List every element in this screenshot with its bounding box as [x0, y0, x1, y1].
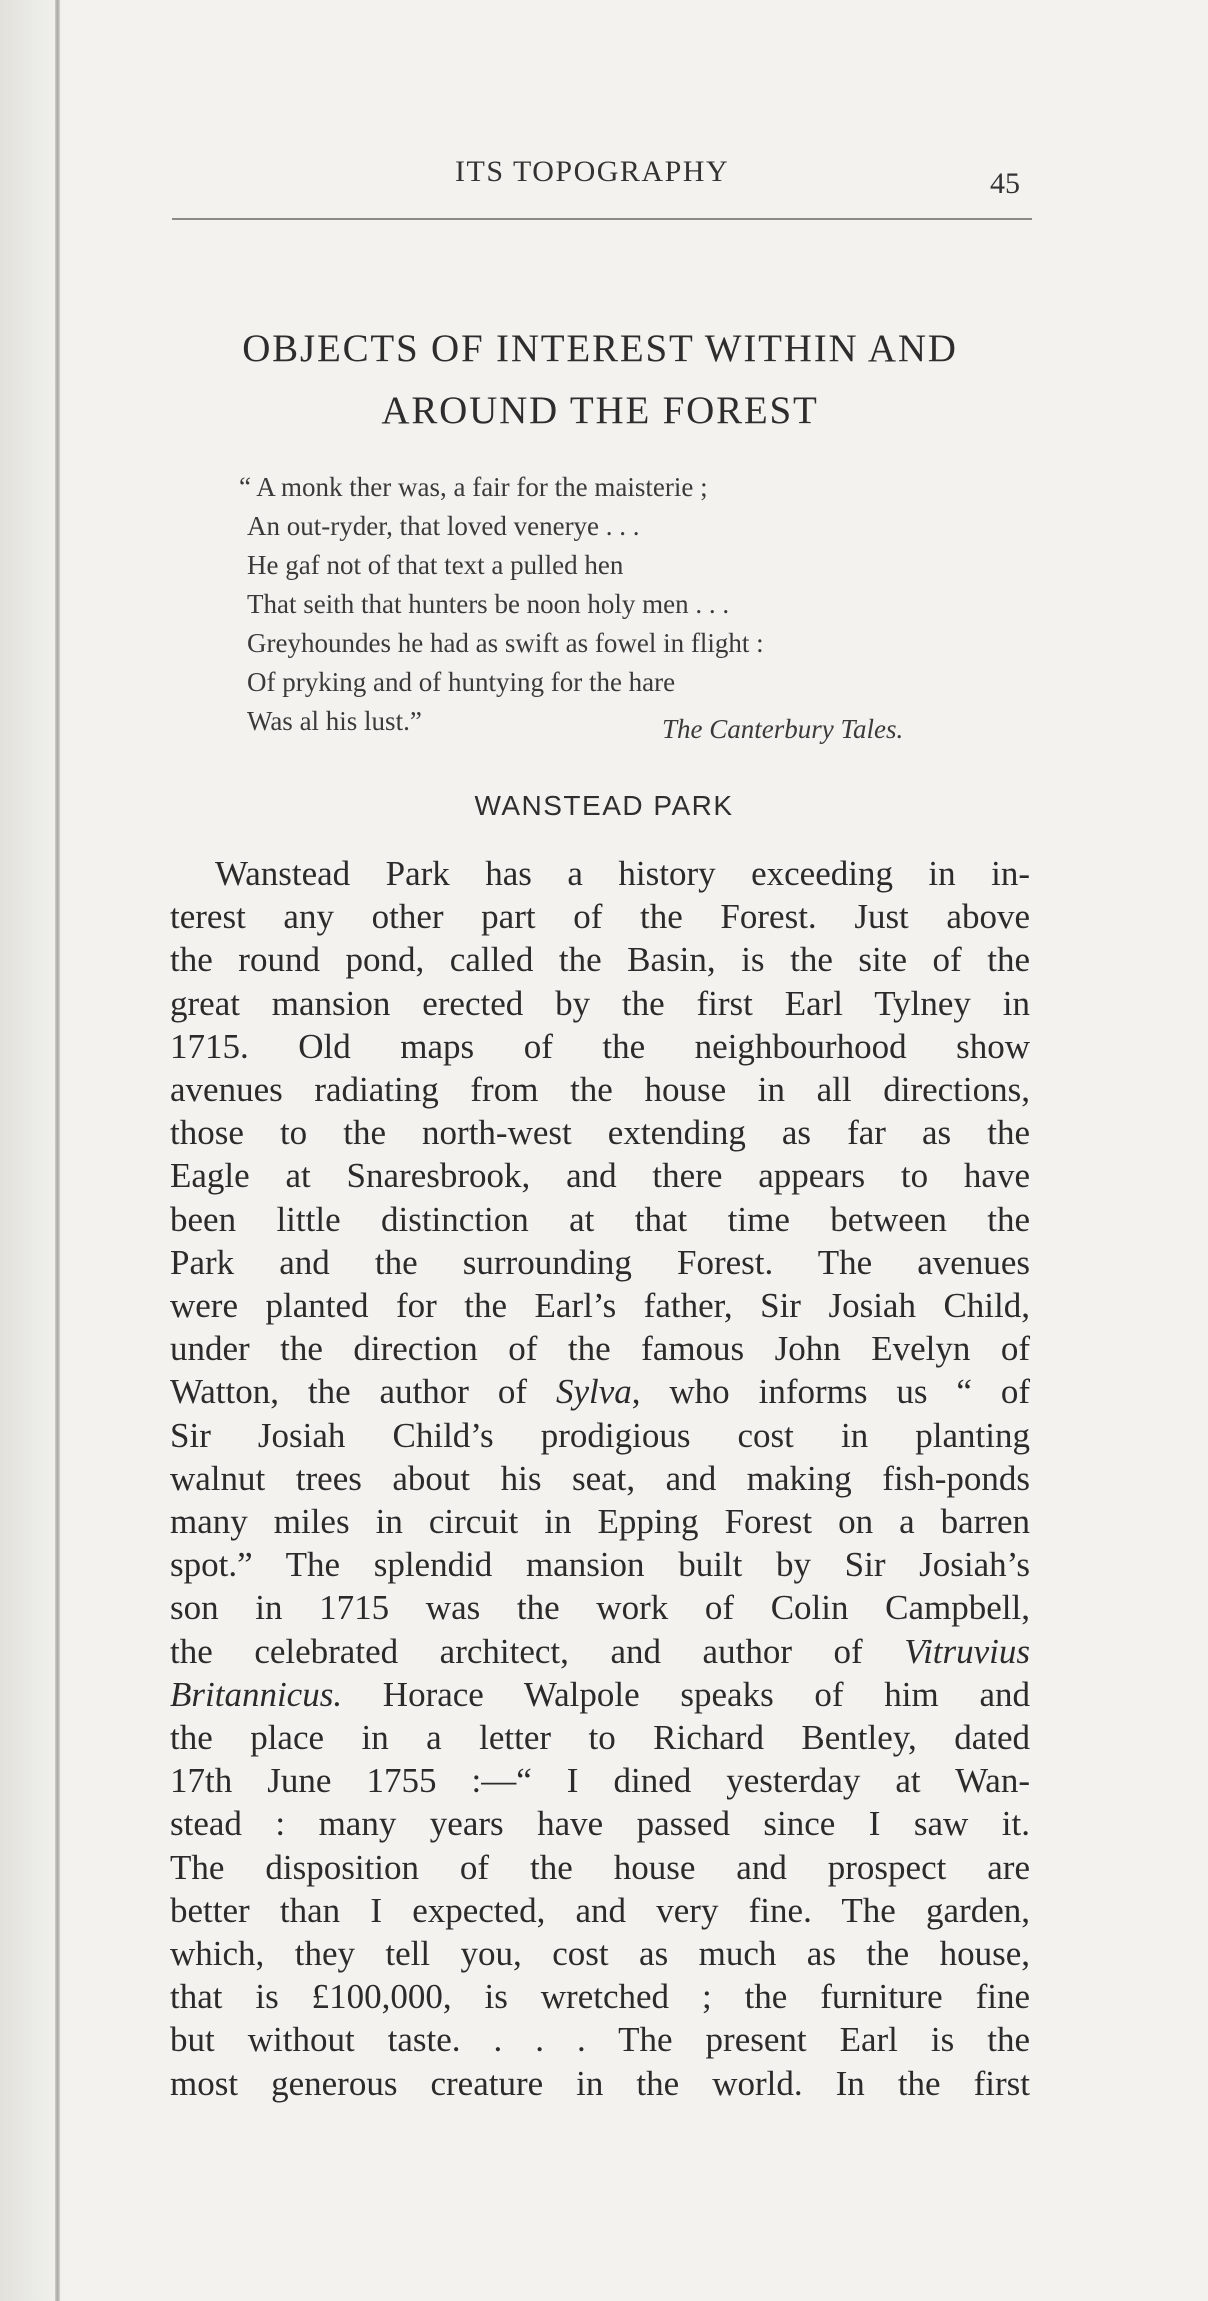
epigraph-line: Was al his lust.” — [247, 706, 422, 736]
running-title: ITS TOPOGRAPHY — [455, 155, 730, 188]
book-title-vitruvius: Vitruvius — [904, 1631, 1031, 1671]
body-line: most generous creature in the world. In the first — [170, 2063, 1030, 2103]
body-line: the place in a letter to Richard Bentley, dated — [170, 1718, 1030, 1758]
subsection-title: WANSTEAD PARK — [474, 790, 734, 821]
body-line: spot.” The splendid mansion built by Sir Josiah’s — [170, 1545, 1030, 1585]
body-line: the round pond, called the Basin, is the site of the — [170, 940, 1030, 980]
epigraph-source: The Canterbury Tales. — [662, 714, 904, 744]
epigraph-line: That seith that hunters be noon holy men . . . — [247, 589, 730, 619]
body-paragraph — [170, 852, 1030, 2105]
body-line: those to the north-west extending as far as the — [170, 1113, 1030, 1153]
epigraph-line: “ A monk ther was, a fair for the maisterie ; — [239, 472, 708, 502]
epigraph-last-row — [247, 702, 1037, 744]
body-line: great mansion erected by the first Earl Tylney in — [170, 983, 1030, 1023]
body-line: under the direction of the famous John Evelyn of — [170, 1329, 1030, 1369]
epigraph-line: An out-ryder, that loved venerye . . . — [247, 511, 640, 541]
epigraph-line: Greyhoundes he had as swift as fowel in flight : — [247, 628, 764, 658]
section-title — [140, 318, 1060, 442]
book-title-sylva: Sylva — [555, 1372, 632, 1412]
body-line: Eagle at Snaresbrook, and there appears to have — [170, 1156, 1030, 1196]
running-header — [0, 155, 1208, 200]
body-line: avenues radiating from the house in all directions, — [170, 1070, 1030, 1110]
body-line: Sir Josiah Child’s prodigious cost in planting — [170, 1415, 1030, 1455]
body-text-run: the celebrated architect, and author of — [170, 1631, 863, 1671]
epigraph-line: He gaf not of that text a pulled hen — [247, 550, 624, 580]
body-line: many miles in circuit in Epping Forest on a barren — [170, 1502, 1030, 1542]
body-line: 17th June 1755 :—“ I dined yesterday at Wan- — [170, 1761, 1030, 1801]
body-text-run: , who informs us “ of — [631, 1372, 1031, 1412]
body-line: been little distinction at that time between the — [170, 1199, 1030, 1239]
body-line-with-italic — [170, 1630, 1030, 1673]
body-line: better than I expected, and very fine. The garden, — [170, 1890, 1030, 1930]
book-spine-edge — [55, 0, 60, 2301]
body-line: stead : many years have passed since I saw it. — [170, 1804, 1030, 1844]
body-line: were planted for the Earl’s father, Sir Josiah Child, — [170, 1286, 1030, 1326]
epigraph — [239, 468, 1037, 744]
body-line: walnut trees about his seat, and making fish-ponds — [170, 1458, 1030, 1498]
body-line: terest any other part of the Forest. Just above — [170, 897, 1030, 937]
body-text-run: Watton, the author of — [170, 1372, 528, 1412]
body-line: son in 1715 was the work of Colin Campbell, — [170, 1588, 1030, 1628]
body-text-run: Horace Walpole speaks of him and — [382, 1674, 1030, 1714]
section-title-line-2: AROUND THE FOREST — [381, 389, 819, 432]
header-rule — [172, 218, 1032, 220]
section-title-line-1: OBJECTS OF INTEREST WITHIN AND — [242, 327, 958, 370]
page-number: 45 — [990, 167, 1020, 200]
body-line: Park and the surrounding Forest. The avenues — [170, 1242, 1030, 1282]
book-title-britannicus: Britannicus. — [170, 1674, 343, 1714]
epigraph-line: Of pryking and of huntying for the hare — [247, 667, 676, 697]
body-line: The disposition of the house and prospect are — [170, 1847, 1030, 1887]
body-line: Wanstead Park has a history exceeding in in- — [215, 854, 1030, 893]
body-line-with-italic — [170, 1673, 1030, 1716]
body-line: 1715. Old maps of the neighbourhood show — [170, 1026, 1030, 1066]
body-line-with-italic — [170, 1370, 1030, 1413]
body-line: that is £100,000, is wretched ; the furniture fine — [170, 1977, 1030, 2017]
body-line: which, they tell you, cost as much as the house, — [170, 1934, 1030, 1974]
body-line: but without taste. . . . The present Earl is the — [170, 2020, 1030, 2060]
